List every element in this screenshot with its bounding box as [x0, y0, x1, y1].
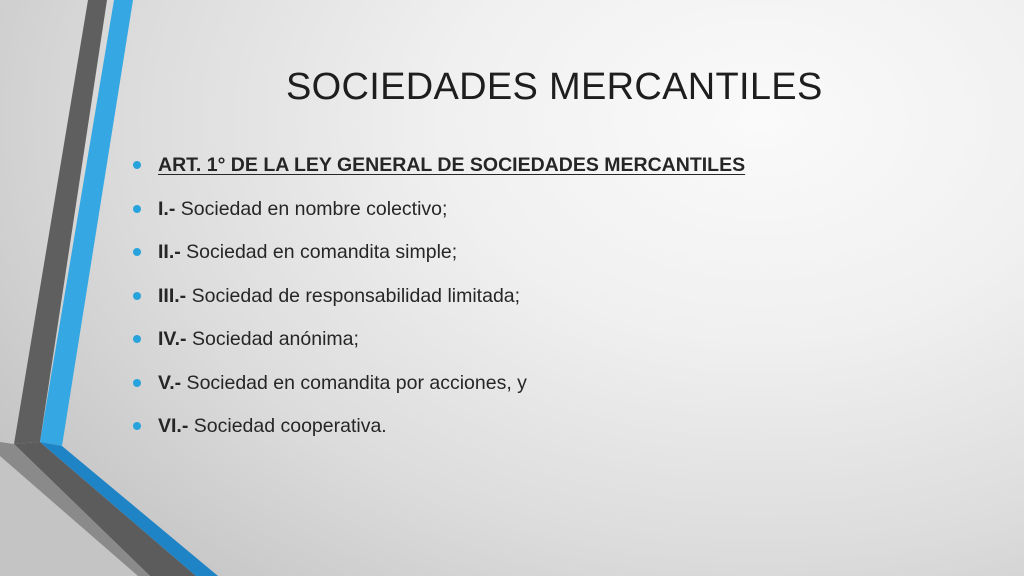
bullet-item — [133, 192, 913, 236]
bullet-dot-icon — [133, 379, 141, 387]
bullet-dot-icon — [133, 161, 141, 169]
slide-title: SOCIEDADES MERCANTILES — [286, 66, 823, 108]
gray-stripe-diagonal — [14, 442, 196, 576]
bullet-item — [133, 366, 913, 410]
bullet-dot-icon — [133, 205, 141, 213]
bullet-heading-text: ART. 1° DE LA LEY GENERAL DE SOCIEDADES MERCANTILES — [158, 154, 746, 176]
bullet-number: III.- — [158, 284, 187, 307]
bullet-item — [133, 322, 913, 366]
bullet-number: V.- — [158, 371, 182, 394]
bullet-item — [133, 279, 913, 323]
bullet-item — [133, 235, 913, 279]
bullet-text: Sociedad de responsabilidad limitada; — [186, 284, 521, 307]
bullet-dot-icon — [133, 422, 141, 430]
bullet-number: II.- — [158, 241, 181, 263]
bullet-dot-icon — [133, 335, 141, 343]
bullet-dot-icon — [133, 248, 141, 256]
bullet-text: Sociedad cooperativa. — [188, 415, 387, 437]
bullet-text: Sociedad en comandita simple; — [180, 241, 458, 263]
bullet-list — [133, 148, 913, 453]
bullet-heading — [133, 148, 913, 192]
bullet-text: Sociedad en nombre colectivo; — [175, 197, 448, 220]
bullet-dot-icon — [133, 292, 141, 300]
bullet-number: I.- — [158, 197, 176, 220]
bullet-text: Sociedad anónima; — [186, 328, 359, 350]
bullet-text: Sociedad en comandita por acciones, y — [181, 371, 527, 394]
bullet-item — [133, 409, 913, 453]
bullet-number: IV.- — [158, 328, 187, 350]
bullet-number: VI.- — [158, 415, 189, 437]
